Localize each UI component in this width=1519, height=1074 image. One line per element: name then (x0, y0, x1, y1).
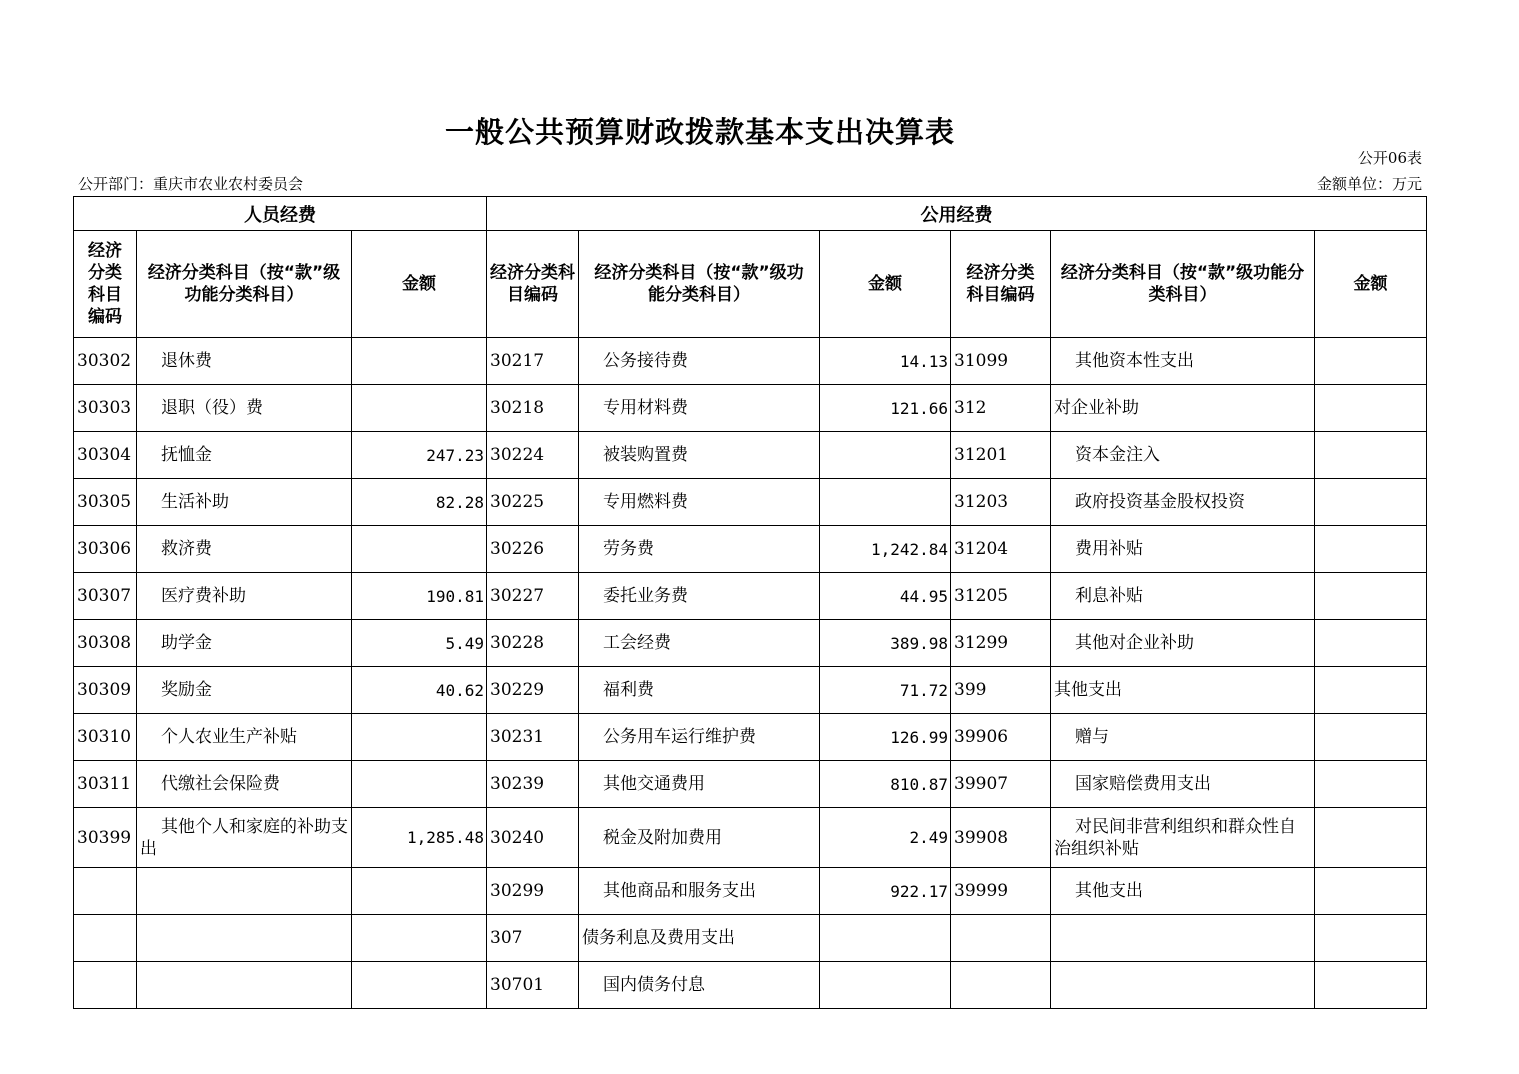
public2-amount-cell (1315, 338, 1427, 385)
public1-code-cell: 30231 (487, 714, 579, 761)
public1-name-cell: 委托业务费 (579, 573, 820, 620)
public1-code-cell: 30226 (487, 526, 579, 573)
personnel-amount-cell: 82.28 (352, 479, 487, 526)
public1-name-cell: 工会经费 (579, 620, 820, 667)
table-row (74, 573, 1427, 620)
public2-amount-cell (1315, 432, 1427, 479)
public2-code-cell: 399 (951, 667, 1051, 714)
public1-amount-cell: 1,242.84 (820, 526, 951, 573)
public2-name-cell: 对企业补助 (1051, 385, 1315, 432)
public2-amount-cell (1315, 962, 1427, 1009)
header-public1-amount: 金额 (820, 231, 951, 338)
personnel-code-cell: 30308 (74, 620, 137, 667)
public2-amount-cell (1315, 573, 1427, 620)
public2-amount-cell (1315, 808, 1427, 868)
table-row (74, 761, 1427, 808)
table-row (74, 479, 1427, 526)
personnel-code-cell: 30311 (74, 761, 137, 808)
public2-name-cell: 其他对企业补助 (1051, 620, 1315, 667)
personnel-name-cell (137, 915, 352, 962)
header-public2-amount: 金额 (1315, 231, 1427, 338)
personnel-name-cell (137, 868, 352, 915)
personnel-amount-cell (352, 915, 487, 962)
personnel-name-cell: 奖励金 (137, 667, 352, 714)
personnel-code-cell: 30302 (74, 338, 137, 385)
personnel-name-cell: 退职（役）费 (137, 385, 352, 432)
public1-amount-cell: 44.95 (820, 573, 951, 620)
public2-amount-cell (1315, 385, 1427, 432)
public1-name-cell: 公务用车运行维护费 (579, 714, 820, 761)
public2-code-cell: 39906 (951, 714, 1051, 761)
public1-amount-cell: 14.13 (820, 338, 951, 385)
personnel-name-cell: 救济费 (137, 526, 352, 573)
personnel-name-cell: 个人农业生产补贴 (137, 714, 352, 761)
public2-code-cell: 39908 (951, 808, 1051, 868)
public2-code-cell: 31205 (951, 573, 1051, 620)
public2-code-cell (951, 915, 1051, 962)
public1-code-cell: 30228 (487, 620, 579, 667)
public1-amount-cell: 121.66 (820, 385, 951, 432)
public1-name-cell: 专用材料费 (579, 385, 820, 432)
personnel-amount-cell: 1,285.48 (352, 808, 487, 868)
personnel-code-cell: 30399 (74, 808, 137, 868)
personnel-code-cell: 30304 (74, 432, 137, 479)
public1-name-cell: 被装购置费 (579, 432, 820, 479)
personnel-name-cell: 其他个人和家庭的补助支出 (137, 808, 352, 868)
header-public1-name: 经济分类科目（按“款”级功能分类科目） (579, 231, 820, 338)
public1-amount-cell (820, 915, 951, 962)
group-header-public: 公用经费 (487, 197, 1427, 231)
public1-code-cell: 30299 (487, 868, 579, 915)
public1-code-cell: 30229 (487, 667, 579, 714)
group-header-row (74, 197, 1427, 231)
table-row (74, 385, 1427, 432)
public1-name-cell: 国内债务付息 (579, 962, 820, 1009)
personnel-amount-cell (352, 868, 487, 915)
public1-code-cell: 30227 (487, 573, 579, 620)
header-public2-code: 经济分类科目编码 (951, 231, 1051, 338)
public1-code-cell: 30239 (487, 761, 579, 808)
personnel-amount-cell: 247.23 (352, 432, 487, 479)
personnel-name-cell: 医疗费补助 (137, 573, 352, 620)
header-personnel-name: 经济分类科目（按“款”级功能分类科目） (137, 231, 352, 338)
personnel-amount-cell: 190.81 (352, 573, 487, 620)
public1-amount-cell: 71.72 (820, 667, 951, 714)
public1-code-cell: 30225 (487, 479, 579, 526)
public2-name-cell (1051, 962, 1315, 1009)
column-header-row (74, 231, 1427, 338)
public2-code-cell: 39907 (951, 761, 1051, 808)
group-header-personnel: 人员经费 (74, 197, 487, 231)
public2-amount-cell (1315, 714, 1427, 761)
public2-amount-cell (1315, 761, 1427, 808)
public2-name-cell: 政府投资基金股权投资 (1051, 479, 1315, 526)
public2-name-cell (1051, 915, 1315, 962)
public1-amount-cell: 389.98 (820, 620, 951, 667)
personnel-amount-cell (352, 761, 487, 808)
public2-code-cell: 31204 (951, 526, 1051, 573)
public2-name-cell: 其他支出 (1051, 667, 1315, 714)
public1-amount-cell: 810.87 (820, 761, 951, 808)
public1-name-cell: 劳务费 (579, 526, 820, 573)
public1-amount-cell (820, 432, 951, 479)
personnel-code-cell: 30303 (74, 385, 137, 432)
public2-name-cell: 对民间非营利组织和群众性自治组织补贴 (1051, 808, 1315, 868)
public1-name-cell: 税金及附加费用 (579, 808, 820, 868)
public2-name-cell: 资本金注入 (1051, 432, 1315, 479)
public2-code-cell: 31099 (951, 338, 1051, 385)
personnel-code-cell (74, 962, 137, 1009)
personnel-code-cell (74, 915, 137, 962)
personnel-name-cell: 抚恤金 (137, 432, 352, 479)
public2-code-cell: 39999 (951, 868, 1051, 915)
table-row (74, 667, 1427, 714)
personnel-name-cell: 助学金 (137, 620, 352, 667)
public2-name-cell: 其他资本性支出 (1051, 338, 1315, 385)
header-personnel-amount: 金额 (352, 231, 487, 338)
table-row (74, 432, 1427, 479)
public1-code-cell: 30240 (487, 808, 579, 868)
public2-code-cell (951, 962, 1051, 1009)
personnel-amount-cell (352, 526, 487, 573)
table-row (74, 962, 1427, 1009)
personnel-code-cell (74, 868, 137, 915)
personnel-amount-cell (352, 338, 487, 385)
public1-amount-cell: 2.49 (820, 808, 951, 868)
header-public2-name: 经济分类科目（按“款”级功能分类科目） (1051, 231, 1315, 338)
public1-code-cell: 30218 (487, 385, 579, 432)
public1-amount-cell: 126.99 (820, 714, 951, 761)
public1-name-cell: 专用燃料费 (579, 479, 820, 526)
public1-code-cell: 30701 (487, 962, 579, 1009)
public2-name-cell: 国家赔偿费用支出 (1051, 761, 1315, 808)
personnel-name-cell: 生活补助 (137, 479, 352, 526)
personnel-name-cell (137, 962, 352, 1009)
public2-name-cell: 费用补贴 (1051, 526, 1315, 573)
table-row (74, 808, 1427, 868)
public1-amount-cell (820, 962, 951, 1009)
header-public1-code: 经济分类科目编码 (487, 231, 579, 338)
public2-name-cell: 利息补贴 (1051, 573, 1315, 620)
public1-code-cell: 30224 (487, 432, 579, 479)
table-row (74, 526, 1427, 573)
public2-code-cell: 31201 (951, 432, 1051, 479)
public1-code-cell: 30217 (487, 338, 579, 385)
personnel-name-cell: 代缴社会保险费 (137, 761, 352, 808)
public2-code-cell: 312 (951, 385, 1051, 432)
header-personnel-code: 经济分类科目编码 (74, 231, 137, 338)
personnel-amount-cell (352, 385, 487, 432)
public2-name-cell: 其他支出 (1051, 868, 1315, 915)
public1-name-cell: 债务利息及费用支出 (579, 915, 820, 962)
public2-amount-cell (1315, 667, 1427, 714)
personnel-code-cell: 30306 (74, 526, 137, 573)
public2-amount-cell (1315, 915, 1427, 962)
unit-label: 金额单位：万元 (1316, 175, 1422, 193)
public2-amount-cell (1315, 620, 1427, 667)
personnel-code-cell: 30307 (74, 573, 137, 620)
table-row (74, 338, 1427, 385)
personnel-amount-cell (352, 714, 487, 761)
personnel-name-cell: 退休费 (137, 338, 352, 385)
public1-name-cell: 其他交通费用 (579, 761, 820, 808)
public1-name-cell: 福利费 (579, 667, 820, 714)
public2-name-cell: 赠与 (1051, 714, 1315, 761)
public1-amount-cell: 922.17 (820, 868, 951, 915)
public1-code-cell: 307 (487, 915, 579, 962)
public2-amount-cell (1315, 479, 1427, 526)
public1-name-cell: 公务接待费 (579, 338, 820, 385)
table-row (74, 620, 1427, 667)
public1-amount-cell (820, 479, 951, 526)
personnel-code-cell: 30305 (74, 479, 137, 526)
table-row (74, 915, 1427, 962)
expenditure-table (73, 196, 1427, 1009)
personnel-code-cell: 30310 (74, 714, 137, 761)
department-label: 公开部门：重庆市农业农村委员会 (78, 175, 304, 193)
personnel-amount-cell (352, 962, 487, 1009)
public1-name-cell: 其他商品和服务支出 (579, 868, 820, 915)
personnel-code-cell: 30309 (74, 667, 137, 714)
table-row (74, 714, 1427, 761)
public2-amount-cell (1315, 526, 1427, 573)
public2-code-cell: 31203 (951, 479, 1051, 526)
personnel-amount-cell: 5.49 (352, 620, 487, 667)
public2-code-cell: 31299 (951, 620, 1051, 667)
public2-amount-cell (1315, 868, 1427, 915)
form-number: 公开06表 (1357, 149, 1422, 167)
table-row (74, 868, 1427, 915)
personnel-amount-cell: 40.62 (352, 667, 487, 714)
page-title: 一般公共预算财政拨款基本支出决算表 (444, 115, 955, 149)
